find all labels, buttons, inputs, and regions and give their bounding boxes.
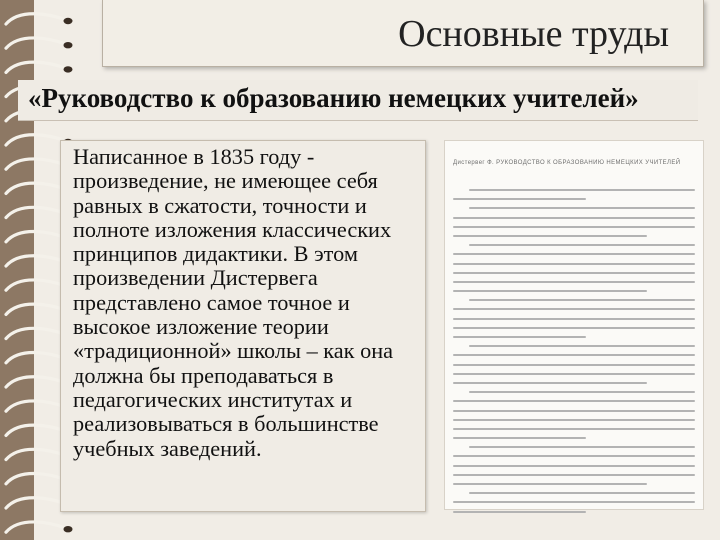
doc-line — [453, 474, 695, 476]
doc-line — [453, 272, 695, 274]
document-text-lines — [453, 189, 695, 520]
spiral-ring — [6, 401, 66, 411]
doc-line — [453, 263, 695, 265]
spiral-ring — [6, 14, 66, 24]
doc-line — [453, 483, 647, 485]
subtitle: «Руководство к образованию немецких учителей» — [28, 83, 639, 113]
doc-line — [453, 382, 647, 384]
doc-line — [453, 226, 695, 228]
spiral-ring — [6, 232, 66, 242]
doc-line — [453, 318, 695, 320]
doc-line — [453, 511, 586, 513]
doc-line — [453, 364, 695, 366]
doc-line — [469, 189, 695, 191]
doc-line — [453, 327, 695, 329]
spiral-ring — [6, 183, 66, 193]
doc-line — [453, 281, 695, 283]
binding-hole — [64, 18, 73, 24]
spiral-ring — [6, 498, 66, 508]
doc-line — [469, 446, 695, 448]
doc-line — [453, 410, 695, 412]
doc-line — [453, 198, 586, 200]
document-scan-image — [444, 140, 704, 510]
doc-line — [469, 391, 695, 393]
spiral-ring — [6, 425, 66, 435]
body-text: Написанное в 1835 году - произведение, не имеющее себя равных в сжатости, точности и полноте изложения классических принципов дидактики. В этом произведении Дистервега представлено самое точное и высокое изложение теории «традиционной» школы – как она должна бы преподаваться в педагогических институтах и реализовываться в большинстве учебных заведений. — [73, 144, 394, 461]
doc-line — [453, 400, 695, 402]
doc-line — [453, 419, 695, 421]
document-header: Дистервег Ф. РУКОВОДСТВО К ОБРАЗОВАНИЮ НЕМЕЦКИХ УЧИТЕЛЕЙ — [453, 160, 681, 166]
doc-line — [453, 428, 695, 430]
spiral-ring — [6, 304, 66, 314]
doc-line — [453, 308, 695, 310]
doc-line — [453, 253, 695, 255]
doc-line — [453, 217, 695, 219]
spiral-ring — [6, 62, 66, 72]
spiral-ring — [6, 474, 66, 484]
spiral-ring — [6, 135, 66, 145]
binding-hole — [64, 42, 73, 48]
spiral-ring — [6, 256, 66, 266]
spiral-ring — [6, 377, 66, 387]
doc-line — [469, 345, 695, 347]
spiral-ring — [6, 522, 66, 532]
binding-hole — [64, 526, 73, 532]
doc-line — [453, 501, 695, 503]
doc-line — [453, 373, 695, 375]
spiral-ring — [6, 207, 66, 217]
spiral-ring — [6, 159, 66, 169]
page-title: Основные труды — [398, 13, 669, 55]
doc-line — [469, 207, 695, 209]
title-box — [102, 0, 704, 67]
doc-line — [453, 455, 695, 457]
doc-line — [469, 299, 695, 301]
spiral-ring — [6, 38, 66, 48]
spiral-ring — [6, 353, 66, 363]
doc-line — [469, 244, 695, 246]
text-box — [60, 140, 426, 512]
binding-hole — [64, 66, 73, 72]
doc-line — [453, 465, 695, 467]
spiral-ring — [6, 449, 66, 459]
spiral-ring — [6, 280, 66, 290]
spiral-ring — [6, 328, 66, 338]
doc-line — [453, 235, 647, 237]
doc-line — [453, 354, 695, 356]
subtitle-box — [18, 80, 698, 121]
doc-line — [453, 290, 647, 292]
doc-line — [453, 437, 586, 439]
doc-line — [453, 336, 586, 338]
doc-line — [469, 492, 695, 494]
